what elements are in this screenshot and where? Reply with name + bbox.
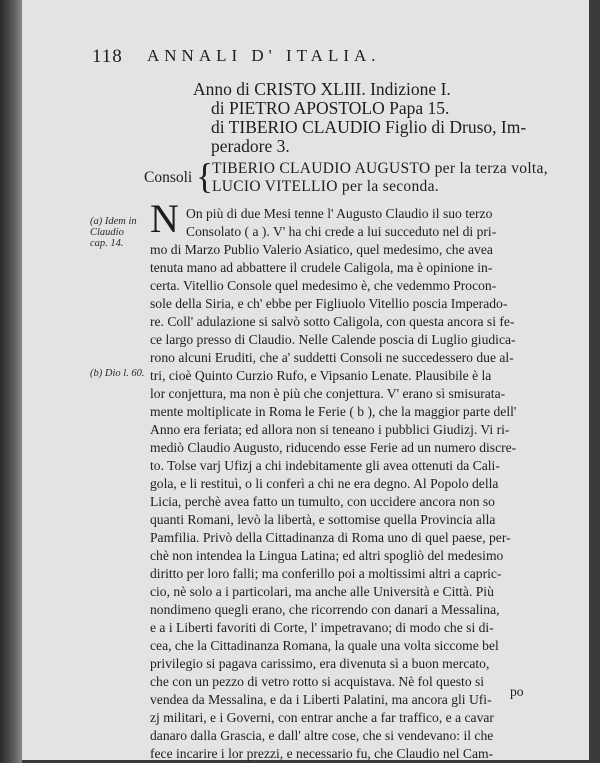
running-title: ANNALI D' ITALIA. <box>147 46 381 65</box>
text-line: mediò Claudio Augusto, riducendo esse Ferie ad un numero discre- <box>150 440 517 455</box>
text-line: gola, e li restituì, o li conferì a chi ne era degno. Al Popolo della <box>150 476 499 491</box>
text-line: diritto per loro falli; ma conferillo poi a moltissimi altri a capric- <box>150 566 502 581</box>
text-line: zj militari, e i Governi, con entrar anche a far traffico, e a cavar <box>150 710 494 725</box>
text-line: mo di Marzo Publio Valerio Asiatico, quel medesimo, che avea <box>150 242 493 257</box>
margin-note-a <box>90 216 148 249</box>
page-header <box>92 46 482 70</box>
text-line: tri, cioè Quinto Curzio Rufo, e Vipsanio Lenate. Plausibile è la <box>150 368 492 383</box>
pope-line: di PIETRO APOSTOLO Papa 15. <box>211 98 450 118</box>
text-line: lor conjettura, ma non è più che conjettura. V' erano sì smisurata- <box>150 386 506 401</box>
emperor-line-cont: peradore 3. <box>211 136 290 156</box>
text-line: privilegio si pagava carissimo, era divenuta sì a buon mercato, <box>150 656 490 671</box>
consul-second: LUCIO VITELLIO per la seconda. <box>212 178 439 195</box>
text-line: che con un pezzo di vetro rotto si acquistava. Nè fol questo si <box>150 674 485 689</box>
consul-first: TIBERIO CLAUDIO AUGUSTO per la terza volta, <box>212 160 548 177</box>
text-line: e a i Liberti favoriti di Corte, l' impetravano; di modo che si di- <box>150 620 494 635</box>
text-line: fece incarire i lor prezzi, e necessario fu, che Claudio nel Cam- <box>150 746 494 761</box>
emperor-line: di TIBERIO CLAUDIO Figlio di Druso, Im- <box>211 117 527 137</box>
year-heading <box>193 80 583 156</box>
drop-cap: N <box>150 196 179 241</box>
margin-note-line: Claudio <box>90 227 124 238</box>
margin-note-b <box>90 368 148 379</box>
year-line: Anno di CRISTO XLIII. Indizione I. <box>193 79 451 99</box>
text-line: danaro dalla Grascia, e dall' altre cose, che si vendevano: il che <box>150 728 494 743</box>
text-line: to. Tolse varj Ufizj a chi indebitamente gli avea ottenuti da Cali- <box>150 458 500 473</box>
margin-note-line: (a) Idem in <box>90 216 137 227</box>
text-line: cea, che la Cittadinanza Romana, la quale una volta siccome bel <box>150 638 499 653</box>
catchword: po <box>510 684 524 699</box>
text-line: tenuta mano ad abbattere il crudele Caligola, ma è opinione in- <box>150 260 493 275</box>
text-line: nondimeno quegli erano, che ricorrendo con danari a Messalina, <box>150 602 500 617</box>
text-line: sole della Siria, e ch' ebbe per Figliuolo Vitellio poscia Imperado- <box>150 296 508 311</box>
text-line: vendea da Messalina, e da i Liberti Palatini, ma ancora gli Ufi- <box>150 692 492 707</box>
text-line: cio, nè solo a i particolari, ma anche alle Università e Città. Più <box>150 584 494 599</box>
text-line: quanti Romani, levò la libertà, e sottomise quella Provincia alla <box>150 512 496 527</box>
text-line: chè non intendea la Lingua Latina; ed altri spogliò del medesimo <box>150 548 504 563</box>
body-text <box>150 205 582 763</box>
margin-note-line: (b) Dio l. 60. <box>90 368 145 379</box>
text-line: mente moltiplicate in Roma le Ferie ( b ), che la maggior parte dell' <box>150 404 517 419</box>
text-line: Consolato ( a ). V' ha chi crede a lui succeduto nel di pri- <box>186 224 497 239</box>
text-line: Pamfilia. Privò della Cittadinanza di Roma uno di quel paese, per- <box>150 530 511 545</box>
consuls-label: Consoli <box>144 169 193 186</box>
page-number: 118 <box>92 46 123 67</box>
book-gutter <box>0 0 22 763</box>
margin-note-line: cap. 14. <box>90 238 124 249</box>
text-line: ce largo presso di Claudio. Nelle Calende poscia di Luglio giudica- <box>150 332 516 347</box>
text-line: certa. Vitellio Console quel medesimo è, che vedemmo Procon- <box>150 278 497 293</box>
text-line: Anno era feriata; ed allora non si teneano i pubblici Giudizj. Vi ri- <box>150 422 510 437</box>
text-line: Licia, perchè avea fatto un tumulto, con uccidere ancora non so <box>150 494 495 509</box>
text-line: rono alcuni Eruditi, che a' suddetti Consoli ne succedessero due al- <box>150 350 514 365</box>
text-line: On più di due Mesi tenne l' Augusto Claudio il suo terzo <box>186 206 493 221</box>
consuls-block <box>144 156 584 196</box>
consuls-brace: { <box>196 156 214 196</box>
text-line: re. Coll' adulazione si salvò sotto Caligola, con questa ancora si fe- <box>150 314 515 329</box>
